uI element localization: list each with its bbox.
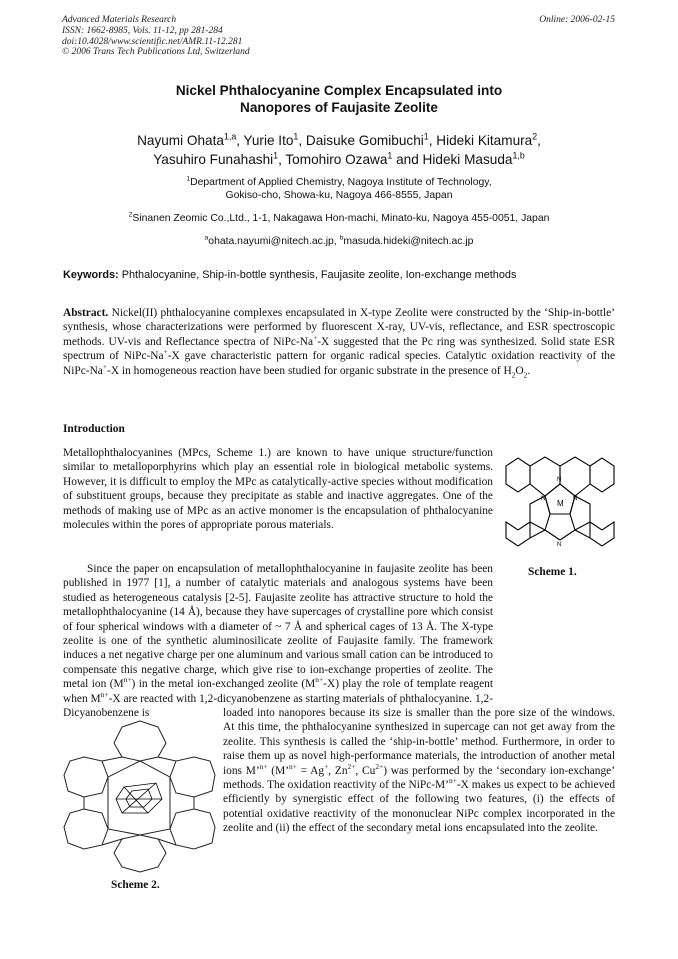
paper-title: Nickel Phthalocyanine Complex Encapsulated into Nanopores of Faujasite Zeolite xyxy=(175,83,503,115)
encapsulated-nipc xyxy=(116,783,162,813)
intro-paragraph-1: Metallophthalocyanines (MPcs, Scheme 1.) are known to have unique structure/function similar to metalloporphyrins which play an essential role in biological metabolic systems. However, it is difficult to employ the MPc as catalytically-active species without modification of substituent groups, because they precipitate as stable and inactive aggregates. One of the methods of making use of MPc as an active monomer is the encapsulation of phthalocyanine molecules within the pores of appropriate porous materials. xyxy=(63,447,493,532)
nitrogen-label: N xyxy=(557,477,562,483)
isoindole-ring xyxy=(530,496,550,530)
author: Hideki Kitamura xyxy=(436,133,533,148)
benzo-ring xyxy=(590,522,614,546)
author: Nayumi Ohata xyxy=(137,133,224,148)
author: Yasuhiro Funahashi xyxy=(153,152,274,167)
scheme-2-faujasite-cage xyxy=(62,717,217,875)
abstract: Abstract. Nickel(II) phthalocyanine complexes encapsulated in X-type Zeolite were constructed by the ‘Ship-in-bottle’ synthesis, whose characterizations were performed by fluorescent X-ray, UV-vis, reflectance, and ESR spectroscopic methods. UV-vis and Reflectance spectra of NiPc-Na+-X suggested that the Pc ring was synthesized. Solid state ESR spectrum of NiPc-Na+-X gave characteristic pattern for organic radical species. Catalytic oxidation reactivity of the NiPc-Na+-X in homogeneous reaction have been studied for organic substrate in the presence of $H_2O_2$. xyxy=(63,307,615,379)
nitrogen-label: N xyxy=(541,496,546,502)
author: Hideki Masuda xyxy=(422,152,513,167)
scheme-1-caption: Scheme 1. xyxy=(528,566,577,578)
affiliation-2: $^2$Sinanen Zeomic Co.,Ltd., 1-1, Nakagawa Hon-machi, Minato-ku, Nagoya 455-0051, Japan xyxy=(128,211,550,224)
doi: doi:10.4028/www.scientific.net/AMR.11-12.281 xyxy=(62,36,243,47)
email-link[interactable]: masuda.hideki@nitech.ac.jp xyxy=(343,236,474,247)
affiliation-1: $^1$Department of Applied Chemistry, Nagoya Institute of Technology, Gokiso-cho, Showa-ku, Nagoya 466-8555, Japan xyxy=(186,175,492,201)
isoindole-ring xyxy=(560,457,590,496)
benzo-ring xyxy=(590,458,614,492)
online-date: Online: 2006-02-15 xyxy=(539,15,615,25)
benzo-ring xyxy=(506,522,530,546)
isoindole-ring xyxy=(530,457,560,496)
journal-name: Advanced Materials Research xyxy=(62,15,177,25)
metal-center-label: M xyxy=(557,499,564,508)
copyright: © 2006 Trans Tech Publications Ltd, Switzerland xyxy=(62,47,250,58)
author: Yurie Ito xyxy=(243,133,294,148)
author: Tomohiro Ozawa xyxy=(285,152,388,167)
author: Daisuke Gomibuchi xyxy=(305,133,424,148)
issn: ISSN: 1662-8985, Vols. 11-12, pp 281-284 xyxy=(62,25,223,36)
scheme-2-caption: Scheme 2. xyxy=(111,879,160,891)
scheme-1-phthalocyanine-structure xyxy=(500,440,620,565)
nitrogen-label: N xyxy=(573,496,578,502)
intro-paragraph-3: loaded into nanopores because its size is smaller than the pore size of the windows. At this time, the phthalocyanine synthesized in supercage can not get away from the zeolite. This synthesis is called the ‘ship-in-bottle’ method. Furthermore, in order to raise them up as novel high-performance materials, the introduction of another metal ions M’$^{n+}$ (M’$^{n+}$ = Ag+, $Zn^{2+}$, $Cu^{2+}$) was performed by the ‘secondary ion-exchange’ methods. The oxidation reactivity of the NiPc-M’$^{n+}$-X makes us expect to be achieved efficiently by synergistic effect of the following two features, (i) the effects of potential oxidative reactivity of the mononuclear NiPc complex incorporated in the zeolite and (ii) the effect of the secondary metal ions encapsulated into the zeolite. xyxy=(223,707,616,835)
journal-header xyxy=(62,15,250,58)
email-link[interactable]: ohata.nayumi@nitech.ac.jp, xyxy=(208,236,337,247)
keywords: Keywords: Phthalocyanine, Ship-in-bottle synthesis, Faujasite zeolite, Ion-exchange methods xyxy=(63,269,517,281)
section-heading: Introduction xyxy=(63,423,125,435)
benzo-ring xyxy=(506,458,530,492)
zeolite-framework xyxy=(64,721,215,872)
emails: $^a$ohata.nayumi@nitech.ac.jp, $^b$masuda.hideki@nitech.ac.jp xyxy=(204,234,474,247)
nitrogen-label: N xyxy=(557,542,562,548)
intro-paragraph-2: Since the paper on encapsulation of metallophthalocyanine in faujasite zeolite has been published in 1977 [1], a number of catalytic materials and analogous systems have been studied as heterogeneous catalysis [2-5]. Faujasite zeolite has attractive structure to hold the metallophthalocyanine (14 Å), because they have supercages of crystalline pore which consist of four spherical windows with a diameter of ~ 7 Å and spherical cages of 13 Å. The X-type zeolite is one of the synthetic aluminosilicate zeolite of Faujasite family. The framework induces a net negative charge per one aluminum and various small cation can be introduced to compensate this negative charge, which give rise to ion-exchange properties of zeolite. The metal ion $(M^{n+})$ in the metal ion-exchanged zeolite $(M^{n+}-X)$ play the role of template reagent when $M^{n+}-X$ are reacted with 1,2-dicyanobenzene as starting materials of phthalocyanine. 1,2-Dicyanobenzene is xyxy=(63,563,493,720)
author-list: Nayumi Ohata$^{1,a}$, Yurie Ito$^1$, Daisuke Gomibuchi$^1$, Hideki Kitamura$^2$, Yasuhiro Funahashi$^1$, Tomohiro Ozawa$^1$ and Hideki Masuda$^{1,b}$ xyxy=(137,131,541,167)
